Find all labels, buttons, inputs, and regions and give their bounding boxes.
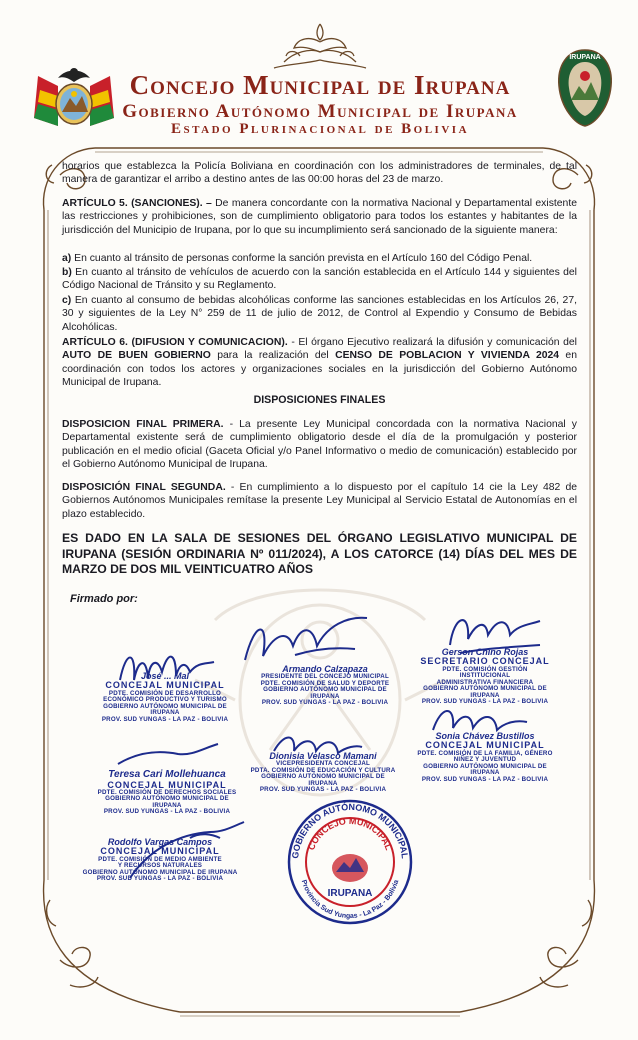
signatory-1-line-4: GOBIERNO AUTÓNOMO MUNICIPAL DE IRUPANA xyxy=(103,702,227,717)
signatory-7-line-4: GOBIERNO AUTÓNOMO MUNICIPAL DE IRUPANA xyxy=(82,868,238,876)
signatory-2-line-4: PROV. SUD YUNGAS - LA PAZ - BOLIVIA xyxy=(261,699,389,707)
seal-ring-bottom: Provincia Sud Yungas - La Paz - Bolivia xyxy=(299,879,401,921)
signatory-6-line-3: GOBIERNO AUTÓNOMO MUNICIPAL DE IRUPANA xyxy=(105,795,229,809)
signatory-2-line-2: PDTE. COMISIÓN DE SALUD Y DEPORTE xyxy=(260,679,390,687)
header-title: Concejo Municipal de Irupana xyxy=(129,70,511,100)
signatory-3-name: Gerson Chino Rojas xyxy=(441,647,529,657)
signatory-5-stamp xyxy=(248,752,398,794)
article-5-item-a xyxy=(62,252,577,265)
signatory-2-stamp xyxy=(260,665,390,707)
item-b-label: b) xyxy=(62,267,72,278)
final-provision-2-heading: DISPOSICIÓN FINAL SEGUNDA. xyxy=(62,482,226,493)
signatory-6-name: Teresa Cari Mollehuanca xyxy=(108,769,226,780)
article-5-text: De manera concordante con la normativa Nacional y Departamental existente las restricciones y prohibiciones, son de cumplimiento obligatorio para todos los estantes y habitantes de la jurisdicción del Municipio de Irupana, por lo que su incumplimiento será sancionado de la siguiente manera: xyxy=(62,198,577,236)
signatory-4-stamp xyxy=(415,732,555,783)
signatory-3-line-4: GOBIERNO AUTÓNOMO MUNICIPAL DE IRUPANA xyxy=(423,685,547,699)
item-c-text: En cuanto al consumo de bebidas alcohólicas conforme las sanciones establecidas en los Artículos 26, 27, 30 y siguientes de la Ley N° 259 de 11 de julio de 2012, de Control al Expendio y Consumo de Bebidas Alcohólicas. xyxy=(62,295,577,333)
seal-center-text: IRUPANA xyxy=(327,888,373,899)
signatory-4-line-4: GOBIERNO AUTÓNOMO MUNICIPAL DE IRUPANA xyxy=(423,762,547,777)
signatory-2-name: Armando Calzapaza xyxy=(282,664,368,674)
item-c-label: c) xyxy=(62,295,72,306)
irupana-logo-text: IRUPANA xyxy=(569,54,601,61)
final-provision-1-heading: DISPOSICION FINAL PRIMERA. xyxy=(62,419,224,430)
final-provision-2 xyxy=(62,481,577,521)
signatory-3-line-3: ADMINISTRATIVA FINANCIERA xyxy=(436,678,534,686)
final-provision-1 xyxy=(62,418,577,472)
bolivia-coat-of-arms-icon xyxy=(28,56,120,136)
signatory-4-line-5: PROV. SUD YUNGAS - LA PAZ - BOLIVIA xyxy=(421,775,549,783)
final-provisions-heading: DISPOSICIONES FINALES xyxy=(253,394,386,406)
final-provision-2-text: - En cumplimiento a lo dispuesto por el capítulo 14 cie la Ley 482 de Gobiernos Autónomos Municipales remítase la presente Ley Municipal al Servicio Estatal de Autonomías en el plazo establecido. xyxy=(62,482,577,520)
signatory-3-line-2: PDTE. COMISIÓN GESTIÓN INSTITUCIONAL xyxy=(442,665,528,680)
signatory-7-line-3: Y RECURSOS NATURALES xyxy=(117,862,203,870)
signatory-5-role: VICEPRESIDENTA CONCEJAL xyxy=(276,760,370,768)
closing-statement: ES DADO EN LA SALA DE SESIONES DEL ÓRGANO LEGISLATIVO MUNICIPAL DE IRUPANA (SESIÓN ORDINARIA Nº 011/2024), A LOS CATORCE (14) DÍAS DEL MES DE MARZO DE DOS MIL VEINTICUATRO AÑOS xyxy=(62,531,577,577)
signed-by-label: Firmado por: xyxy=(70,593,138,605)
signatory-7-name: Rodolfo Vargas Campos xyxy=(107,837,213,847)
signatory-2-line-3: GOBIERNO AUTÓNOMO MUNICIPAL DE IRUPANA xyxy=(263,686,387,700)
signatory-5-line-2: PDTA. COMISIÓN DE EDUCACIÓN Y CULTURA xyxy=(250,766,396,774)
article-6-text-1: - El órgano Ejecutivo realizará la difusión y comunicación del xyxy=(287,337,577,348)
signatory-1-name: José ... Mal xyxy=(140,671,190,681)
signatory-4-name: Sonia Chávez Bustillos xyxy=(435,731,535,741)
paragraph-intro: horarios que establezca la Policía Boliviana en coordinación con los administradores de terminales, de tal manera de garantizar el arribo a destino antes de las 00:00 horas del 23 de marzo. xyxy=(62,161,577,186)
signatory-7-line-5: PROV. SUD YUNGAS - LA PAZ - BOLIVIA xyxy=(96,875,224,883)
signatory-1-line-2: PDTE. COMISIÓN DE DESARROLLO xyxy=(108,689,222,697)
article-6-bold-2: CENSO DE POBLACION Y VIVIENDA 2024 xyxy=(335,350,560,362)
signatory-4-line-3: NIÑEZ Y JUVENTUD xyxy=(453,756,517,764)
irupana-logo-icon xyxy=(553,46,617,128)
signatory-1-role: CONCEJAL MUNICIPAL xyxy=(105,680,225,691)
signatory-7-stamp xyxy=(80,838,240,883)
seal-ring-inner: CONCEJO MUNICIPAL xyxy=(306,815,394,852)
article-5 xyxy=(62,197,577,237)
signatory-3-stamp xyxy=(420,648,550,706)
signatory-5-name: Dionisia Velasco Mamani xyxy=(269,751,377,761)
signatory-5-line-4: PROV. SUD YUNGAS - LA PAZ - BOLIVIA xyxy=(259,786,387,794)
signatory-6-line-2: PDTE. COMISIÓN DE DERECHOS SOCIALES xyxy=(97,788,237,796)
signatory-6-line-4: PROV. SUD YUNGAS - LA PAZ - BOLIVIA xyxy=(103,808,231,816)
article-6-text-3: en coordinación con todos los actores y organizaciones sociales en la jurisdicción del Gobierno Autónomo Municipal de Irupana. xyxy=(62,350,577,389)
item-a-text: En cuanto al tránsito de personas conforme la sanción prevista en el Artículo 160 del Código Penal. xyxy=(71,253,533,264)
top-ornament xyxy=(270,20,370,72)
signatory-7-role: CONCEJAL MUNICIPAL xyxy=(100,846,220,857)
signatory-2-role: PRESIDENTE DEL CONCEJO MUNICIPAL xyxy=(261,673,389,681)
signatory-1-line-5: PROV. SUD YUNGAS - LA PAZ - BOLIVIA xyxy=(101,715,229,723)
signatory-7-line-2: PDTE. COMISIÓN DE MEDIO AMBIENTE xyxy=(98,855,222,863)
header-state: Estado Plurinacional de Bolivia xyxy=(170,121,470,137)
signatory-6-role: CONCEJAL MUNICIPAL xyxy=(107,779,227,790)
article-6 xyxy=(62,336,577,390)
signatory-6-stamp xyxy=(92,770,242,816)
article-6-text-2: para la realización del xyxy=(210,350,336,362)
article-5-heading: ARTÍCULO 5. (SANCIONES). – xyxy=(62,198,212,209)
signatory-3-role: SECRETARIO CONCEJAL xyxy=(420,656,550,667)
final-provision-1-text: - La presente Ley Municipal concordada con la normativa Nacional y Departamental existente será de cumplimiento obligatorio desde el día de la promulgación y posterior publicación en el medio oficial (Gaceta Oficial y/o Panel Informativo o medio de comunicación) establecido por el Gobierno Autónomo Municipal de Irupana. xyxy=(62,419,577,471)
article-6-heading: ARTÍCULO 6. (DIFUSION Y COMUNICACION). xyxy=(62,337,288,348)
signatory-4-role: CONCEJAL MUNICIPAL xyxy=(425,740,545,751)
signatory-3-line-5: PROV. SUD YUNGAS - LA PAZ - BOLIVIA xyxy=(421,698,549,706)
item-a-label: a) xyxy=(62,253,72,264)
seal-ring-top: GOBIERNO AUTÓNOMO MUNICIPAL xyxy=(290,801,410,860)
item-b-text: En cuanto al tránsito de vehículos de acuerdo con la sanción establecida en el Artículo 144 y siguientes del Código Nacional de Tránsito y su Reglamento. xyxy=(62,267,577,292)
signatory-1-line-3: ECONÓMICO PRODUCTIVO Y TURISMO xyxy=(103,696,227,704)
article-6-bold-1: AUTO DE BUEN GOBIERNO xyxy=(62,350,211,362)
header-subtitle: Gobierno Autónomo Municipal de Irupana xyxy=(122,101,518,122)
article-5-item-b xyxy=(62,266,577,293)
official-seal-icon xyxy=(286,798,414,926)
signatory-5-line-3: GOBIERNO AUTÓNOMO MUNICIPAL DE IRUPANA xyxy=(261,773,385,787)
signatory-4-line-2: PDTE. COMISIÓN DE LA FAMILIA, GÉNERO xyxy=(417,749,553,757)
signatory-1-stamp xyxy=(90,672,240,723)
article-5-item-c xyxy=(62,294,577,334)
